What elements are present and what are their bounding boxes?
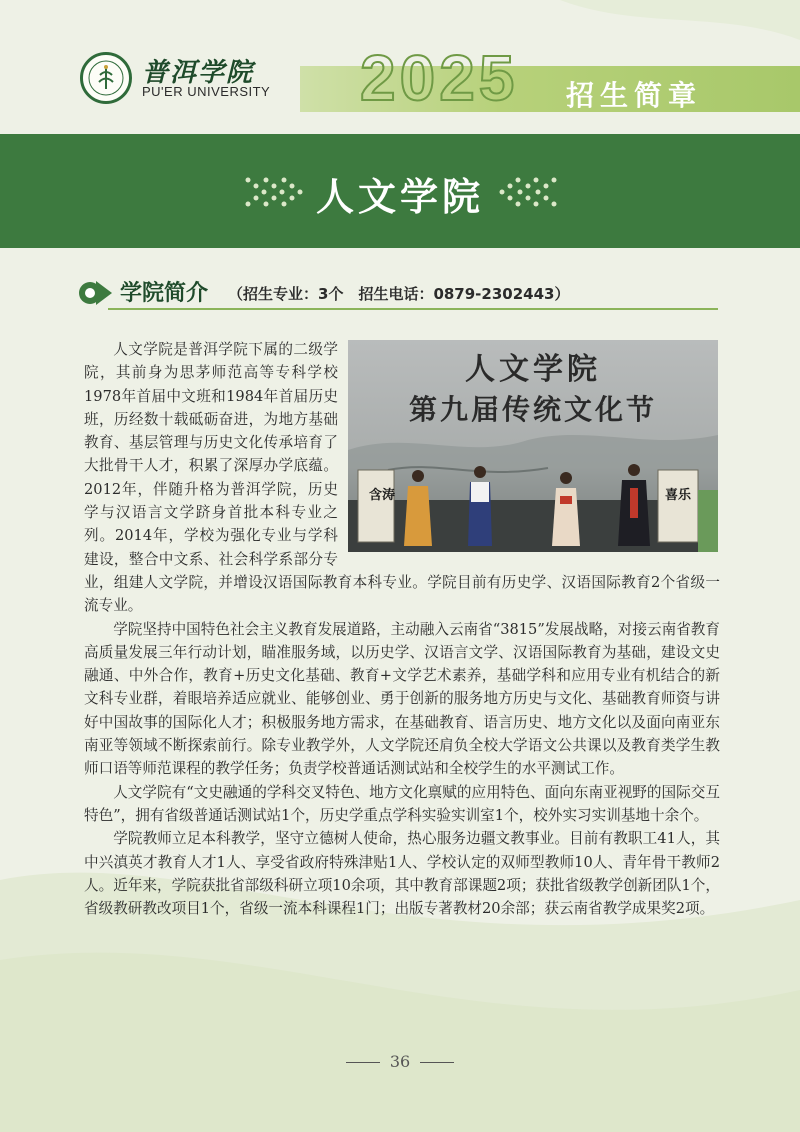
college-banner [0, 134, 800, 248]
photo-caption-line1: 人文学院 [465, 352, 601, 387]
section-title: 学院简介 [120, 281, 209, 306]
enrollment-info: （招生专业：3个 招生电话：0879-2302443） [228, 285, 570, 303]
section-arrow-icon [78, 278, 114, 308]
university-logo [80, 52, 132, 104]
photo-sign-right: 喜乐 [664, 488, 691, 503]
year-label: 2025 [360, 42, 519, 114]
section-heading [78, 272, 718, 312]
paragraph: 人文学院有“文史融通的学科交叉特色、地方文化禀赋的应用特色、面向东南亚视野的国际交互特色”，拥有省级普通话测试站1个，历史学重点学科实验实训室1个，校外实习实训基地十余个。 [84, 783, 720, 824]
university-name-cn: 普洱学院 [142, 58, 255, 88]
university-name-en: PU'ER UNIVERSITY [142, 84, 271, 99]
paragraph: 学院教师立足本科教学，坚守立德树人使命，热心服务边疆文教事业。目前有教职工41人，其中兴滇英才教育人才1人、享受省政府特殊津贴1人、学校认定的双师型教师10人、青年骨干教师2人。近年来，学院获批省部级科研立项10余项，其中教育部课题2项；获批省级教学创新团队1个，省级教研教改项目1个，省级一流本科课程1门；出版专著教材20余部；获云南省教学成果奖2项。 [84, 830, 720, 918]
chevron-left-icon [496, 172, 558, 212]
college-introduction [84, 338, 720, 920]
header [0, 0, 800, 118]
photo-caption-line2: 第九届传统文化节 [408, 393, 657, 426]
brochure-title: 招生简章 [566, 79, 703, 112]
college-title: 人文学院 [315, 174, 484, 219]
photo-sign-left: 含涛 [368, 488, 395, 503]
section-underline [108, 308, 718, 310]
page-number [0, 1052, 800, 1071]
page-number-value: 36 [389, 1052, 411, 1071]
paragraph: 学院坚持中国特色社会主义教育发展道路，主动融入云南省“3815”发展战略，对接云南省教育高质量发展三年行动计划，瞄准服务域，以历史学、汉语言文学、汉语国际教育为基础，建设文史融通、中外合作，教育+历史文化基础、教育+文学艺术素养，基础学科和应用专业有机结合的新文科专业群，着眼培养适应就业、能够创业、勇于创新的服务地方历史与文化、基础教育师资与讲好中国故事的国际化人才；积极服务地方需求，在基础教育、语言历史、地方文化以及面向南亚东南亚等领域不断探索前行。除专业教学外，人文学院还肩负全校大学语文公共课以及教育类学生教师口语等师范课程的教学任务；负责学校普通话测试站和全校学生的水平测试工作。 [84, 620, 720, 778]
paragraph: 人文学院是普洱学院下属的二级学院，其前身为思茅师范高等专科学校1978年首届中文班和1984年首届历史班，历经数十载砥砺奋进，为地方基础教育、基层管理与历史文化传承培育了大批骨干人才，积累了深厚办学底蕴。2012年，伴随升格为普洱学院，历史学与汉语言文学跻身首批本科专业之列。2014年，学校为强化专业与学科建设，整合中文系、社会科学系部分专业，组建人文学院，并增设汉语国际教育本科专业。学院目前有历史学、汉语国际教育2个省级一流专业。 [84, 341, 720, 615]
photo-spacer [338, 338, 720, 553]
